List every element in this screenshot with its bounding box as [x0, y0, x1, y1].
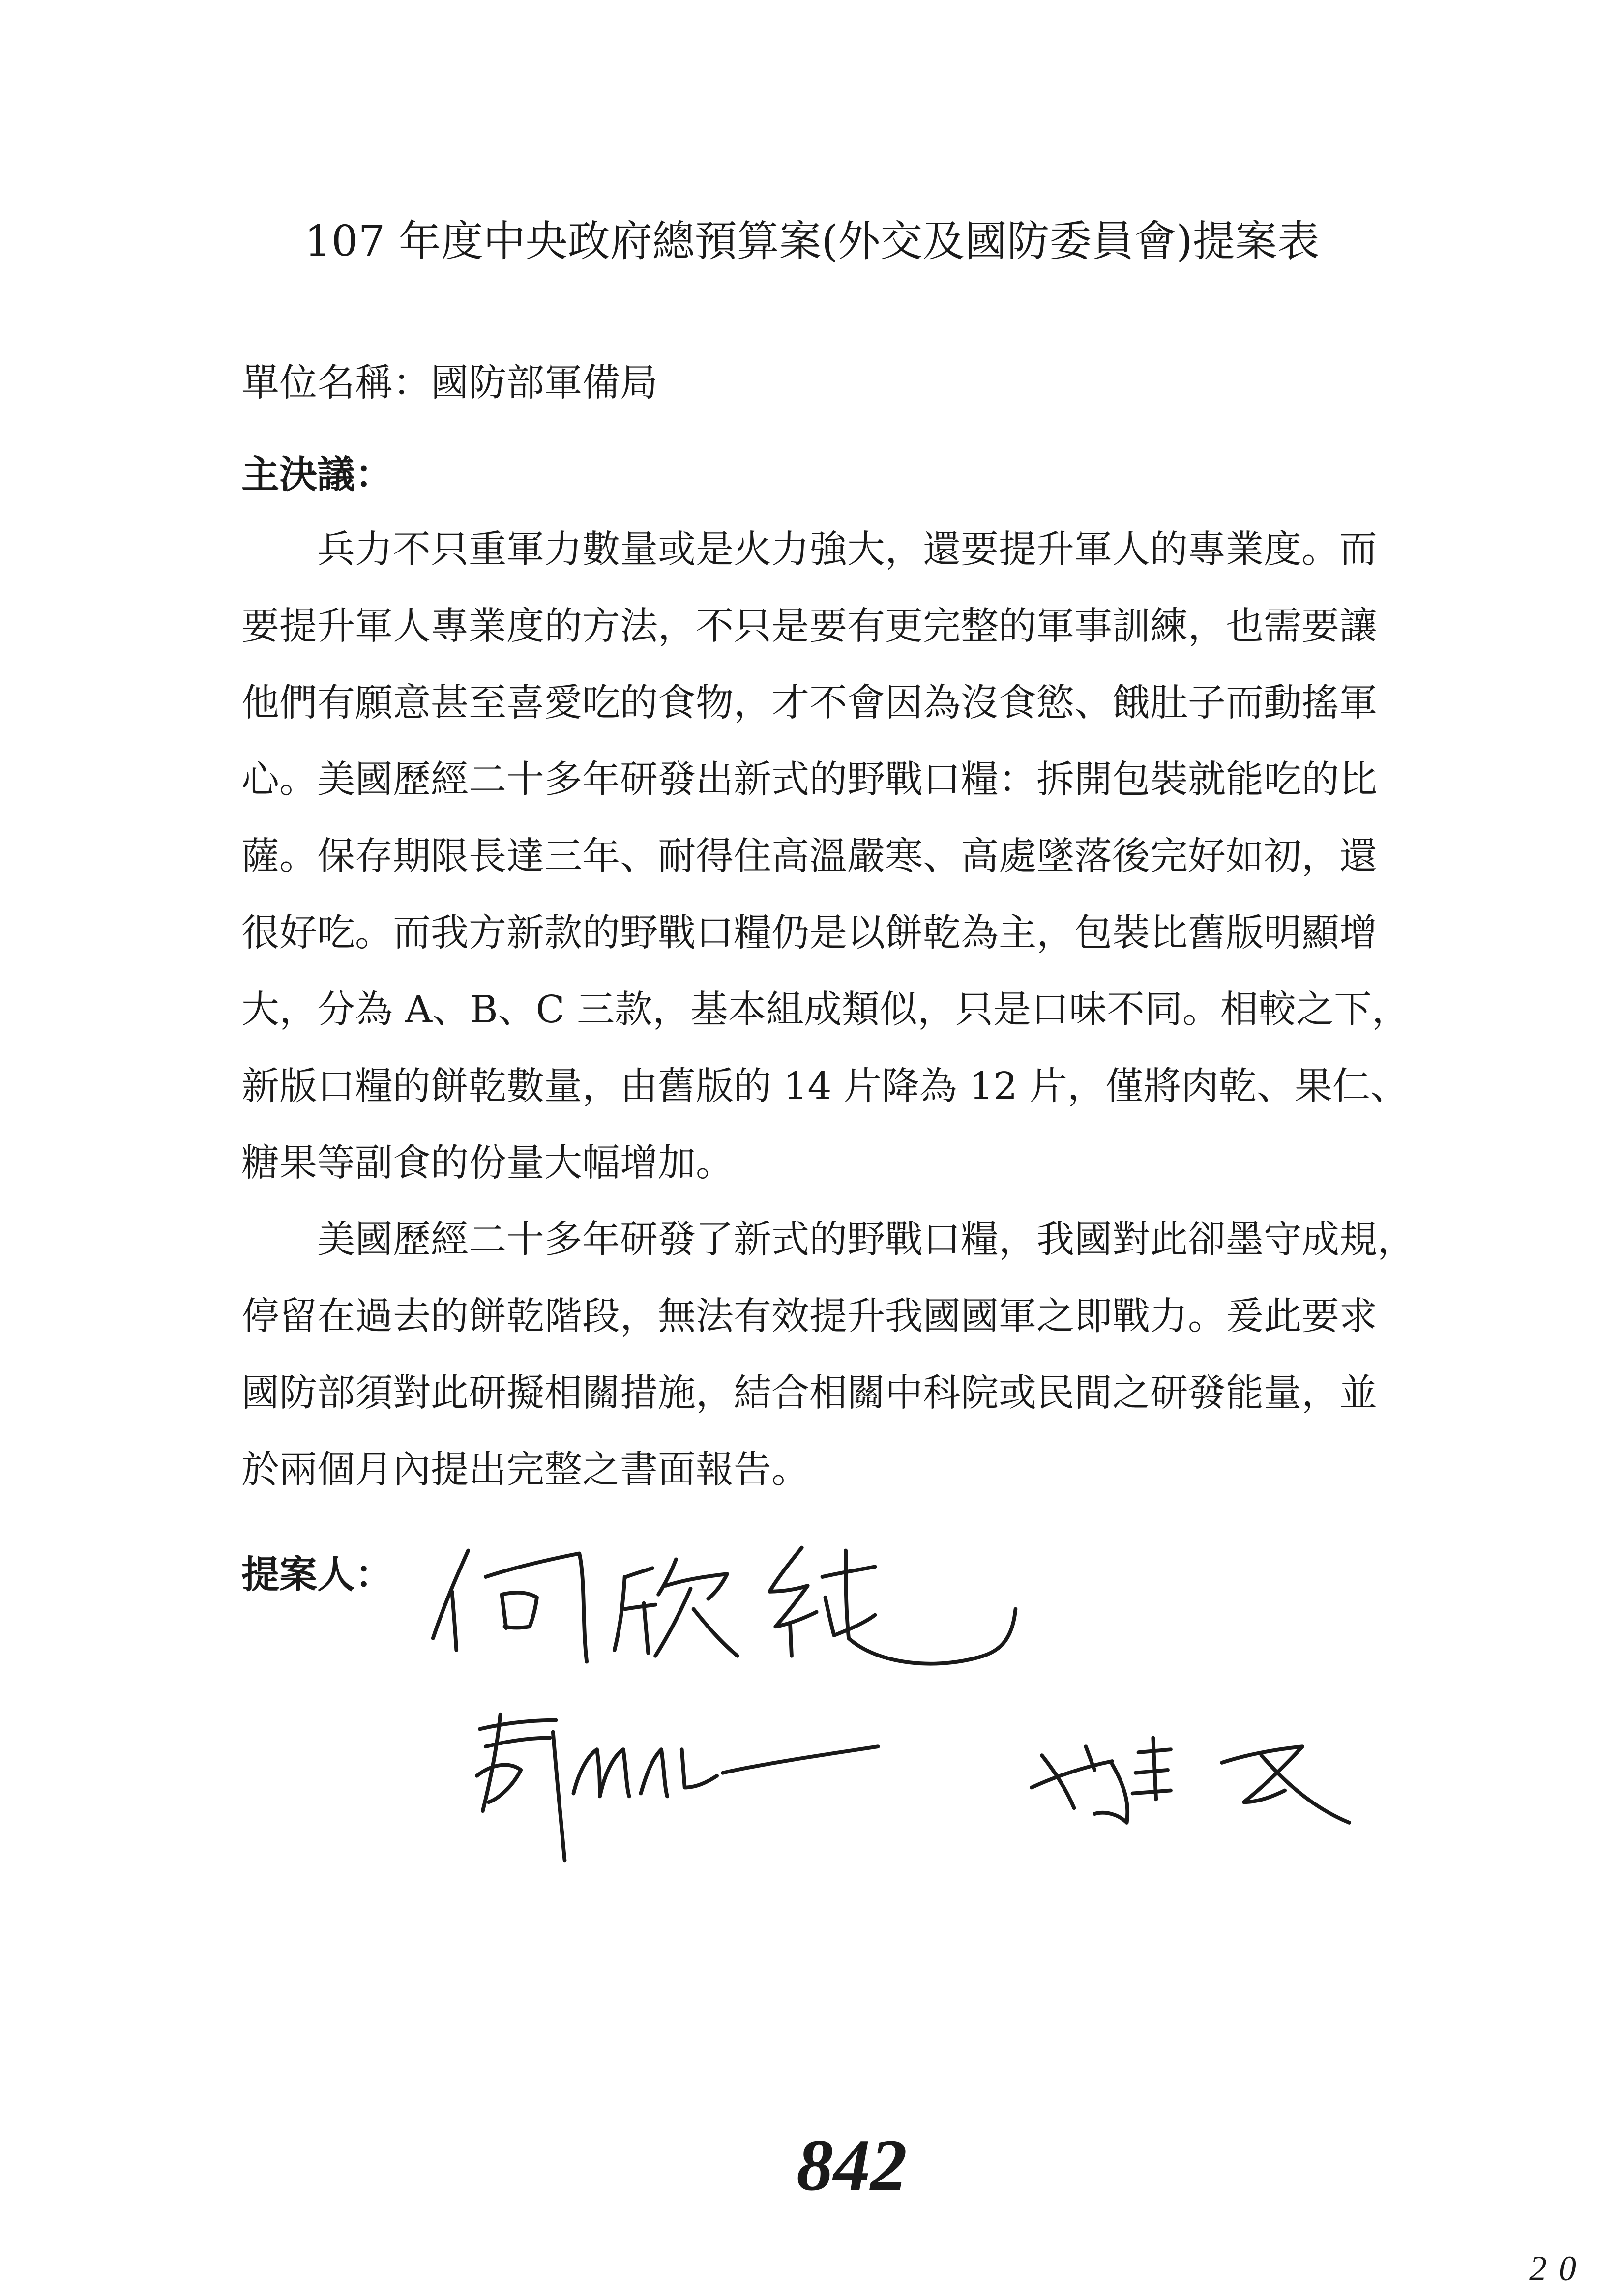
document-title: 107 年度中央政府總預算案(外交及國防委員會)提案表 [304, 217, 1320, 266]
paragraph-line: 很好吃。而我方新款的野戰口糧仍是以餅乾為主，包裝比舊版明顯增 [241, 911, 1377, 955]
paragraph-line: 糖果等副食的份量大幅增加。 [241, 1141, 734, 1185]
signature-1 [433, 1548, 1016, 1664]
paragraph-line: 大，分為 A、B、C 三款，基本組成類似，只是口味不同。相較之下， [241, 988, 1410, 1032]
paragraph-line: 停留在過去的餅乾階段，無法有效提升我國國軍之即戰力。爰此要求 [241, 1295, 1377, 1338]
paragraph-line: 薩。保存期限長達三年、耐得住高溫嚴寒、高處墜落後完好如初，還 [241, 835, 1377, 878]
paragraph-line: 心。美國歷經二十多年研發出新式的野戰口糧：拆開包裝就能吃的比 [241, 758, 1377, 802]
resolution-paragraph-1 [241, 512, 1410, 1202]
page-number: 842 [797, 2124, 907, 2206]
paragraph-line: 兵力不只重軍力數量或是火力強大，還要提升軍人的專業度。而 [317, 528, 1377, 572]
paragraph-line: 他們有願意甚至喜愛吃的食物，才不會因為沒食慾、餓肚子而動搖軍 [241, 681, 1377, 725]
unit-line [241, 359, 658, 408]
paragraph-line: 美國歷經二十多年研發了新式的野戰口糧，我國對此卻墨守成規， [317, 1218, 1415, 1262]
unit-label: 單位名稱： [241, 361, 431, 405]
paragraph-line: 新版口糧的餅乾數量，由舊版的 14 片降為 12 片，僅將肉乾、果仁、 [241, 1065, 1408, 1108]
paragraph-line: 國防部須對此研擬相關措施，結合相關中科院或民間之研發能量，並 [241, 1371, 1377, 1415]
resolution-body [241, 512, 1415, 1509]
proposer-signatures [410, 1521, 1361, 1880]
resolution-heading: 主決議： [241, 453, 393, 497]
paragraph-line: 要提升軍人專業度的方法，不只是要有更完整的軍事訓練，也需要讓 [241, 605, 1377, 648]
resolution-paragraph-2 [241, 1202, 1415, 1509]
signature-2 [477, 1715, 878, 1861]
signature-3 [1032, 1738, 1349, 1823]
sheet-number: 20 [1529, 2249, 1588, 2288]
unit-name: 國防部軍備局 [431, 361, 658, 405]
proposer-heading: 提案人： [241, 1553, 393, 1597]
paragraph-line: 於兩個月內提出完整之書面報告。 [241, 1448, 809, 1492]
